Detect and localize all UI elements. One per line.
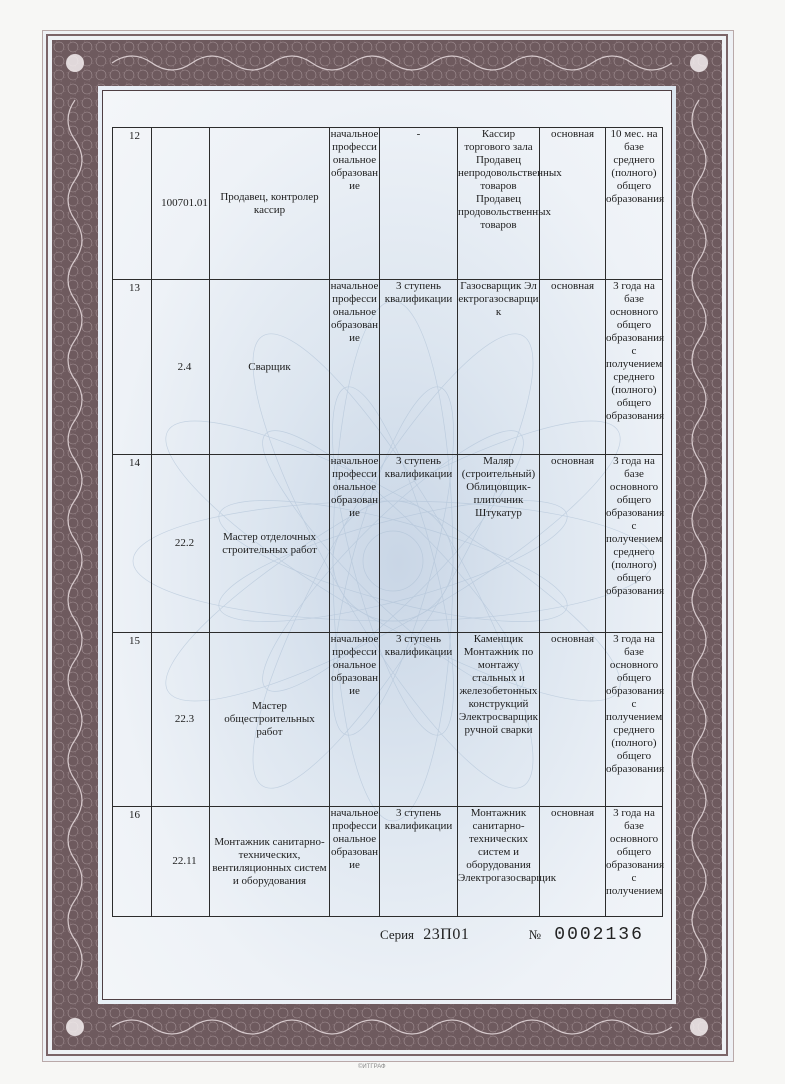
profession-list: Каменщик Монтажник по монтажу стальных и железобетонных конструкций Электросварщик ручной сварки xyxy=(458,633,540,807)
study-term: 3 года на базе основного общего образования с получением среднего (полного) общего образования xyxy=(606,455,663,633)
specialty-name: Сварщик xyxy=(210,280,330,455)
study-term: 3 года на базе основного общего образования с получением xyxy=(606,807,663,917)
education-level: начальное профессиональное образование xyxy=(330,455,380,633)
row-number: 16 xyxy=(113,807,152,917)
profession-list: Газосварщик Электрогазосварщик xyxy=(458,280,540,455)
program-type: основная xyxy=(540,455,606,633)
document-number: 0002136 xyxy=(554,925,644,945)
table-row xyxy=(113,280,663,455)
specialty-code: 22.2 xyxy=(152,455,210,633)
row-number: 13 xyxy=(113,280,152,455)
specialty-name: Мастер отделочных строительных работ xyxy=(210,455,330,633)
profession-list: Кассир торгового зала Продавец непродовольственных товаров Продавец продовольственных товаров xyxy=(458,128,540,280)
series-value: 23П01 xyxy=(423,926,470,943)
profession-list: Маляр (строительный) Облицовщик-плиточник Штукатур xyxy=(458,455,540,633)
specialty-code: 2.4 xyxy=(152,280,210,455)
program-type: основная xyxy=(540,280,606,455)
table-row xyxy=(113,128,663,280)
specialty-code: 100701.01 xyxy=(152,128,210,280)
printer-mark: ©ИТГРАФ xyxy=(358,1064,386,1070)
series-number-line xyxy=(380,925,644,945)
row-number: 15 xyxy=(113,633,152,807)
specialties-table xyxy=(112,127,663,917)
specialty-code: 22.11 xyxy=(152,807,210,917)
specialty-code: 22.3 xyxy=(152,633,210,807)
program-type: основная xyxy=(540,807,606,917)
specialty-name: Мастер общестроительных работ xyxy=(210,633,330,807)
qualification-level: 3 ступень квалификации xyxy=(380,455,458,633)
education-level: начальное профессиональное образование xyxy=(330,280,380,455)
study-term: 3 года на базе основного общего образования с получением среднего (полного) общего образования xyxy=(606,633,663,807)
series-label: Серия xyxy=(380,927,415,942)
study-term: 3 года на базе основного общего образования с получением среднего (полного) общего образования xyxy=(606,280,663,455)
education-level: начальное профессиональное образование xyxy=(330,633,380,807)
specialty-name: Продавец, контролер кассир xyxy=(210,128,330,280)
qualification-level: 3 ступень квалификации xyxy=(380,633,458,807)
qualification-level: 3 ступень квалификации xyxy=(380,280,458,455)
table-row xyxy=(113,455,663,633)
program-type: основная xyxy=(540,633,606,807)
qualification-level: - xyxy=(380,128,458,280)
row-number: 14 xyxy=(113,455,152,633)
education-level: начальное профессиональное образование xyxy=(330,128,380,280)
table-row xyxy=(113,807,663,917)
row-number: 12 xyxy=(113,128,152,280)
profession-list: Монтажник санитарно-технических систем и оборудования Электрогазосварщик xyxy=(458,807,540,917)
number-sign: № xyxy=(528,927,542,942)
program-type: основная xyxy=(540,128,606,280)
specialty-name: Монтажник санитарно-технических, вентиляционных систем и оборудования xyxy=(210,807,330,917)
education-level: начальное профессиональное образование xyxy=(330,807,380,917)
study-term: 10 мес. на базе среднего (полного) общего образования xyxy=(606,128,663,280)
table-row xyxy=(113,633,663,807)
qualification-level: 3 ступень квалификации xyxy=(380,807,458,917)
